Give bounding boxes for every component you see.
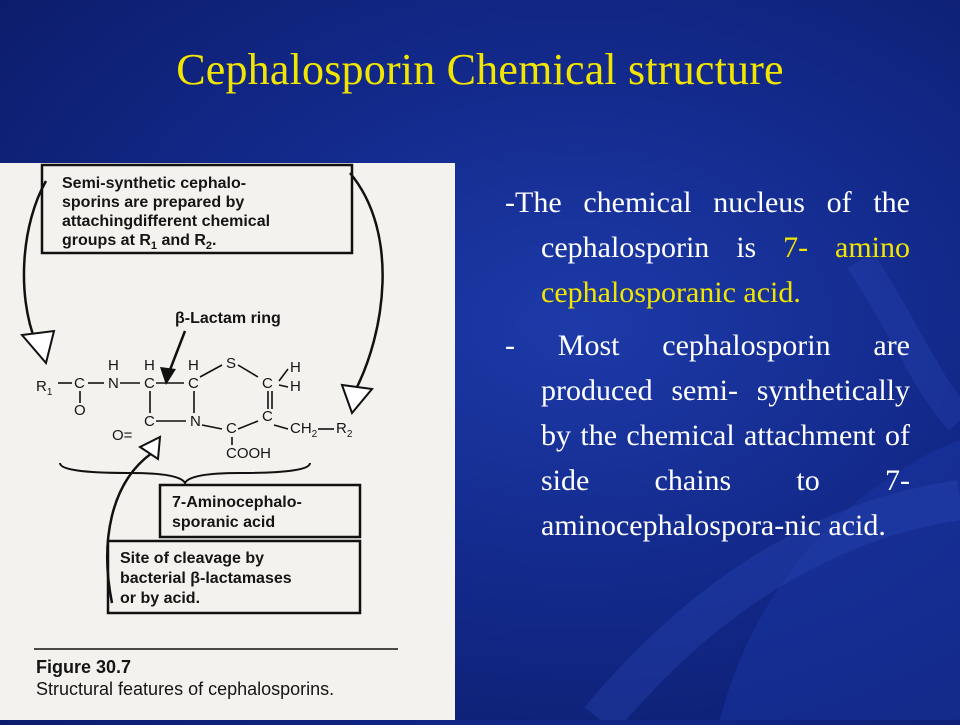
atom-c2: C [144,375,155,392]
atom-h2: H [144,357,155,374]
atom-n1: N [108,375,119,392]
atom-o2: O= [112,427,133,444]
atom-h1: H [108,357,119,374]
callout-top-line-3: attachingdifferent chemical [62,213,271,230]
atom-n2: N [190,413,201,430]
arrow-to-r2-head [342,385,372,413]
callout-top-line-1: Semi-synthetic cephalo- [62,175,247,192]
molecule-structure [36,355,353,462]
bullet-1-highlight: 7- amino cephalosporanic acid. [541,231,910,309]
cleavage-label-line-3: or by acid. [120,590,201,607]
bullet-list [505,180,910,556]
atom-ch2: $CH_2$ [290,420,318,440]
atom-c3: C [188,375,199,392]
atom-c7: C [262,408,273,425]
beta-lactam-label: β-Lactam ring [175,310,281,327]
atom-c5: C [144,413,155,430]
atom-s: S [226,355,237,372]
figure-caption-text: Structural features of cephalosporins. [36,679,335,699]
nucleus-brace [60,463,310,483]
callout-top-line-2: sporins are prepared by [62,194,245,211]
cleavage-label-line-2: bacterial β-lactamases [120,570,292,587]
arrow-to-r1-head [22,331,54,363]
figure-drawing [0,163,455,720]
bullet-2: - Most cephalosporin are produced semi- synthetically by the chemical attachment of side chains to 7- aminocephalospora-nic acid. [505,329,910,542]
cephalosporin-structure-figure [0,163,455,720]
atom-r1: $R_1$ [36,378,53,398]
slide-title: Cephalosporin Chemical structure [176,45,784,94]
atom-h4: H [290,359,301,376]
atom-o1: O [74,402,86,419]
bullet-1 [505,180,910,315]
arrow-to-r2 [350,173,383,391]
atom-h3: H [188,357,199,374]
callout-top-line-4: groups at $R_1$ and $R_2$. [62,232,217,252]
atom-cooh: COOH [226,445,271,462]
atom-h5: H [290,378,301,395]
cleavage-label-line-1: Site of cleavage by [120,550,265,567]
figure-caption-title: Figure 30.7 [36,657,132,677]
nucleus-label-line-2: sporanic acid [172,514,276,531]
bullet-1-text: -The chemical nucleus of the cephalosporin is [505,186,910,264]
atom-c1: C [74,375,85,392]
atom-c6: C [226,420,237,437]
atom-r2: $R_2$ [336,420,353,440]
nucleus-label-line-1: 7-Aminocephalo- [172,494,302,511]
atom-c4: C [262,375,273,392]
